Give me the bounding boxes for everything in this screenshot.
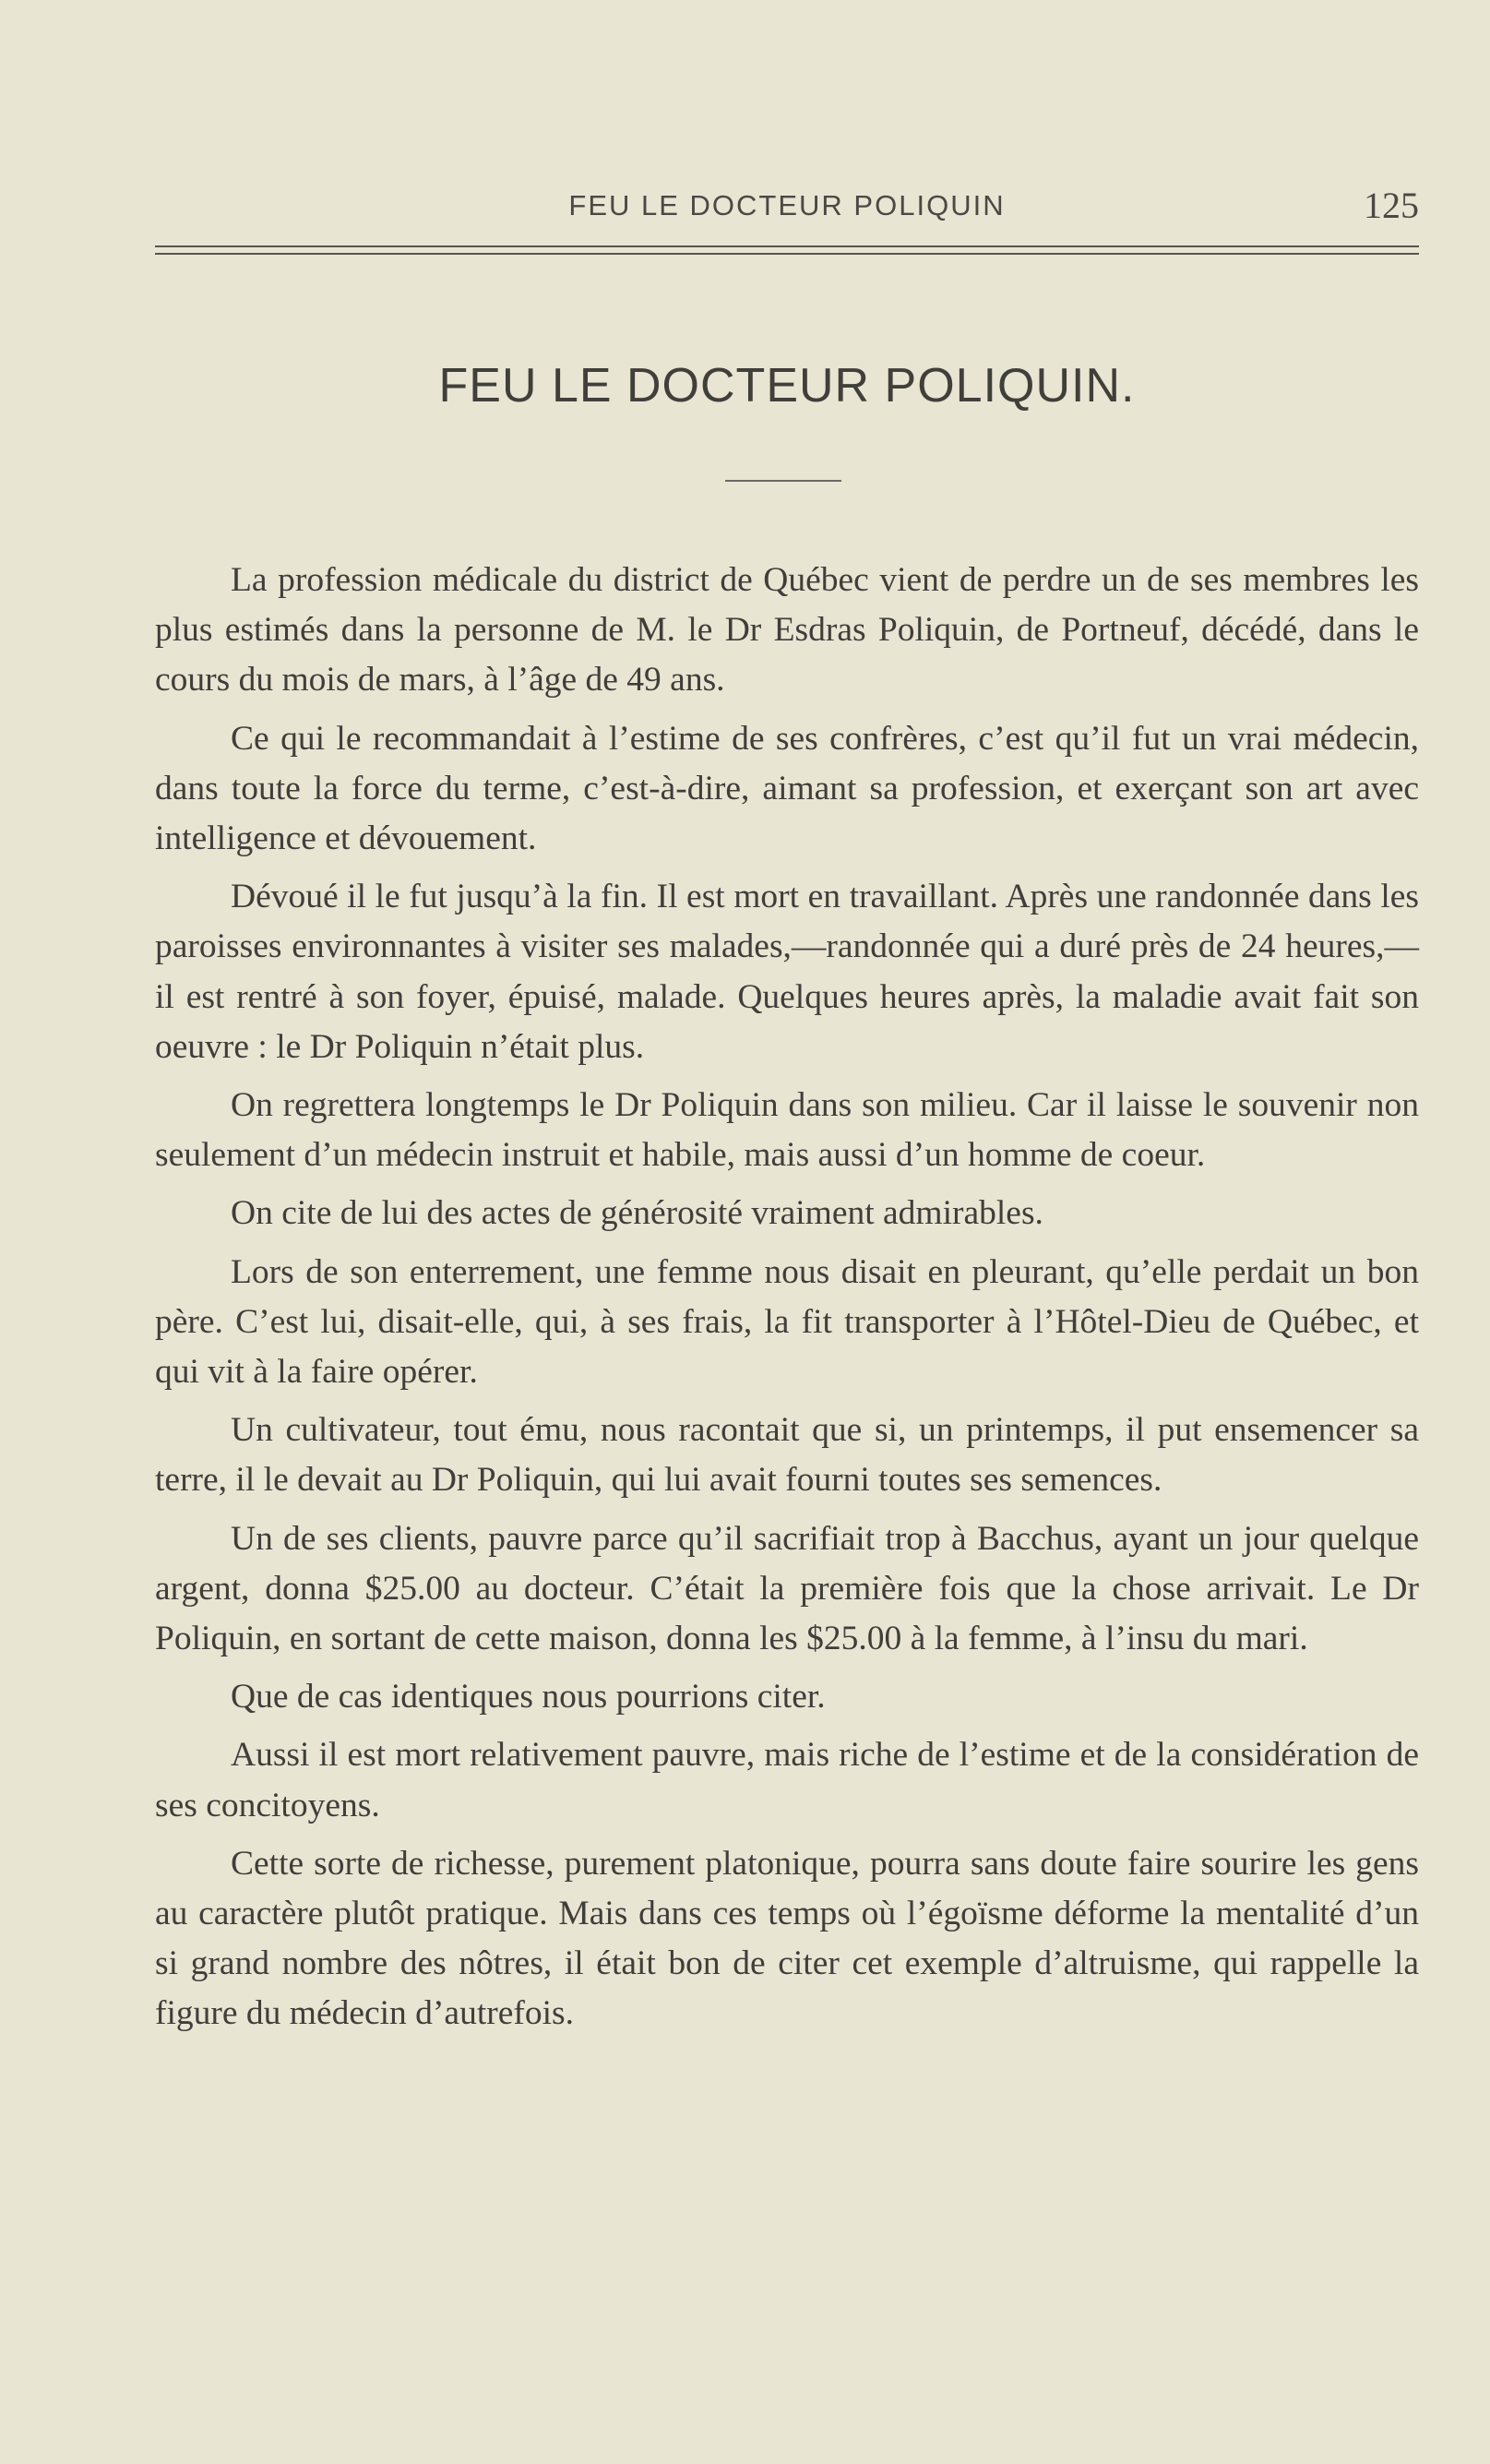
paragraph-2: Ce qui le recommandait à l’estime de ses confrères, c’est qu’il fut un vrai médecin, dans toute la force du terme, c’est-à-dire, aimant sa profession, et exerçant son art avec intelligence et dévouement. — [155, 719, 1419, 858]
paragraph-3: Dévoué il le fut jusqu’à la fin. Il est mort en travaillant. Après une randonnée dans les paroisses environnantes à visiter ses malades,—randonnée qui a duré près de 24 heures,—il est rentré à son foyer, épuisé, malade. Quelques heures après, la maladie avait fait son oeuvre : le Dr Poliquin n’était plus. — [155, 878, 1419, 1066]
paragraph-8: Un de ses clients, pauvre parce qu’il sacrifiait trop à Bacchus, ayant un jour quelque argent, donna $25.00 au docteur. C’était la première fois que la chose arrivait. Le Dr Poliquin, en sortant de cette maison, donna les $25.00 à la femme, à l’insu du mari. — [155, 1519, 1419, 1658]
article-title: FEU LE DOCTEUR POLIQUIN. — [438, 359, 1136, 413]
paragraph-7: Un cultivateur, tout ému, nous racontait que si, un printemps, il put ensemencer sa terre, il le devait au Dr Poliquin, qui lui avait fourni toutes ses semences. — [155, 1411, 1419, 1500]
header-double-rule — [155, 245, 1419, 255]
paragraph-9: Que de cas identiques nous pourrions citer. — [231, 1678, 826, 1716]
title-separator-rule — [725, 480, 841, 482]
paragraph-5: On cite de lui des actes de générosité vraiment admirables. — [231, 1194, 1043, 1233]
paragraph-6: Lors de son enterrement, une femme nous disait en pleurant, qu’elle perdait un bon père. C’est lui, disait-elle, qui, à ses frais, la fit transporter à l’Hôtel-Dieu de Québec, et qui vit à la faire opérer. — [155, 1252, 1419, 1392]
paragraph-4: On regrettera longtemps le Dr Poliquin dans son milieu. Car il laisse le souvenir non seulement d’un médecin instruit et habile, mais aussi d’un homme de coeur. — [155, 1086, 1419, 1175]
paragraph-11: Cette sorte de richesse, purement platonique, pourra sans doute faire sourire les gens au caractère plutôt pratique. Mais dans ces temps où l’égoïsme déforme la mentalité d’un si grand nombre des nôtres, il était bon de citer cet exemple d’altruisme, qui rappelle la figure du médecin d’autrefois. — [155, 1844, 1419, 2033]
paragraph-1: La profession médicale du district de Québec vient de perdre un de ses membres les plus estimés dans la personne de M. le Dr Esdras Poliquin, de Portneuf, décédé, dans le cours du mois de mars, à l’âge de 49 ans. — [155, 561, 1419, 700]
running-header — [155, 185, 1419, 235]
article-body — [155, 556, 1419, 2048]
running-title: FEU LE DOCTEUR POLIQUIN — [568, 189, 1006, 221]
paragraph-10: Aussi il est mort relativement pauvre, mais riche de l’estime et de la considération de ses concitoyens. — [155, 1736, 1419, 1824]
page-number: 125 — [1364, 185, 1419, 226]
